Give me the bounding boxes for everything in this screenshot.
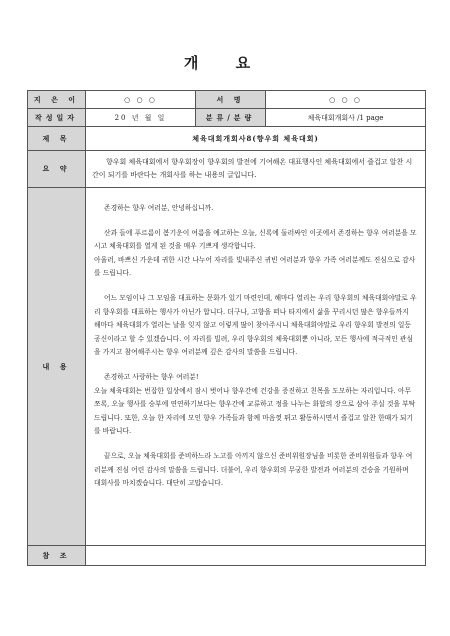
document-title: 개 요 (183, 54, 267, 72)
category-label: 분류/분량 (196, 109, 266, 127)
subject-label: 제 목 (28, 127, 86, 151)
content-paragraph: 산과 들에 푸르름이 봄기운이 여름을 예고하는 오늘, 신록에 둘러싸인 이곳에서 존경하는 향우 여러분을 모시고 체육대회를 열게 된 것을 매우 기쁘게 생각합니다. 아울러, 바쁘신 가운데 귀한 시간 나누어 자리를 빛내주신 귀빈 여러분과 향우 가족 여러분께도 진심으로 감사를 드립니다. (94, 228, 417, 278)
summary-value: 향우회 체육대회에서 향우회장이 향우회의 발전에 기여해온 대표행사인 체육대회에서 즐겁고 알찬 시간이 되기를 바란다는 개회사를 하는 내용의 글입니다. (86, 151, 426, 188)
summary-label: 요 약 (28, 151, 86, 188)
summary-form (27, 90, 426, 566)
author-value: ○ ○ ○ (86, 91, 196, 109)
content-paragraph: 어느 모임이나 그 모임을 대표하는 문화가 있기 마련인데, 해마다 열리는 우리 향우회의 체육대회야말로 우리 향우회를 대표하는 행사가 아닌가 합니다. 더구나, 고향을 떠나 타지에서 삶을 꾸리시던 많은 향우들까지 해마다 체육대회가 열리는 날을 잊지 않고 이렇게 많이 찾아주시니 체육대회야말로 우리 향우회 발전의 일등공신이라고 할 수 있겠습니다. 이 자리를 빌려, 우리 향우회의 체육대회뿐 아니라, 모든 행사에 적극적인 관심을 가지고 참여해주시는 향우 여러분께 깊은 감사의 말씀을 드립니다. (94, 293, 417, 357)
subject-value: 체육대회개회사8(향우회 체육대회) (86, 127, 426, 151)
signature-value: ○ ○ ○ (266, 91, 426, 109)
date-label: 작성일자 (28, 109, 86, 127)
date-value: 20 년 월 일 (86, 109, 196, 127)
category-value: 체육대회개회사 /1 page (266, 109, 426, 127)
content-body (86, 188, 426, 546)
reference-label: 참 조 (28, 546, 86, 566)
content-paragraph: 존경하고 사랑하는 향우 여러분! 오늘 체육대회는 번잡한 일상에서 잠시 벗어나 향우간에 건강을 증진하고 친목을 도모하는 자리입니다. 아무쪼록, 오늘 행사를 승부에 연연하기보다는 향우간에 교류하고 정을 나누는 화합의 장으로 삼아 주실 것을 부탁드립니다. 또한, 오늘 한 자리에 모인 향우 가족들과 함께 마음껏 뛰고 활동하시면서 즐겁고 알찬 한때가 되기를 바랍니다. (94, 372, 416, 436)
reference-value (86, 546, 426, 566)
author-label: 지 은 이 (28, 91, 86, 109)
content-paragraph: 존경하는 향우 여러분, 안녕하십니까. (104, 204, 214, 212)
content-label: 내 용 (28, 188, 86, 546)
signature-label: 서 명 (196, 91, 266, 109)
content-paragraph: 끝으로, 오늘 체육대회를 준비하느라 노고를 아끼지 않으신 준비위원장님을 비롯한 준비위원들과 향우 여러분께 진심 어린 감사의 말씀을 드립니다. 더불어, 우리 향우회의 무궁한 발전과 여러분의 건승을 기원하며 대회사를 마치겠습니다. 대단히 고맙습니다. (94, 451, 413, 488)
